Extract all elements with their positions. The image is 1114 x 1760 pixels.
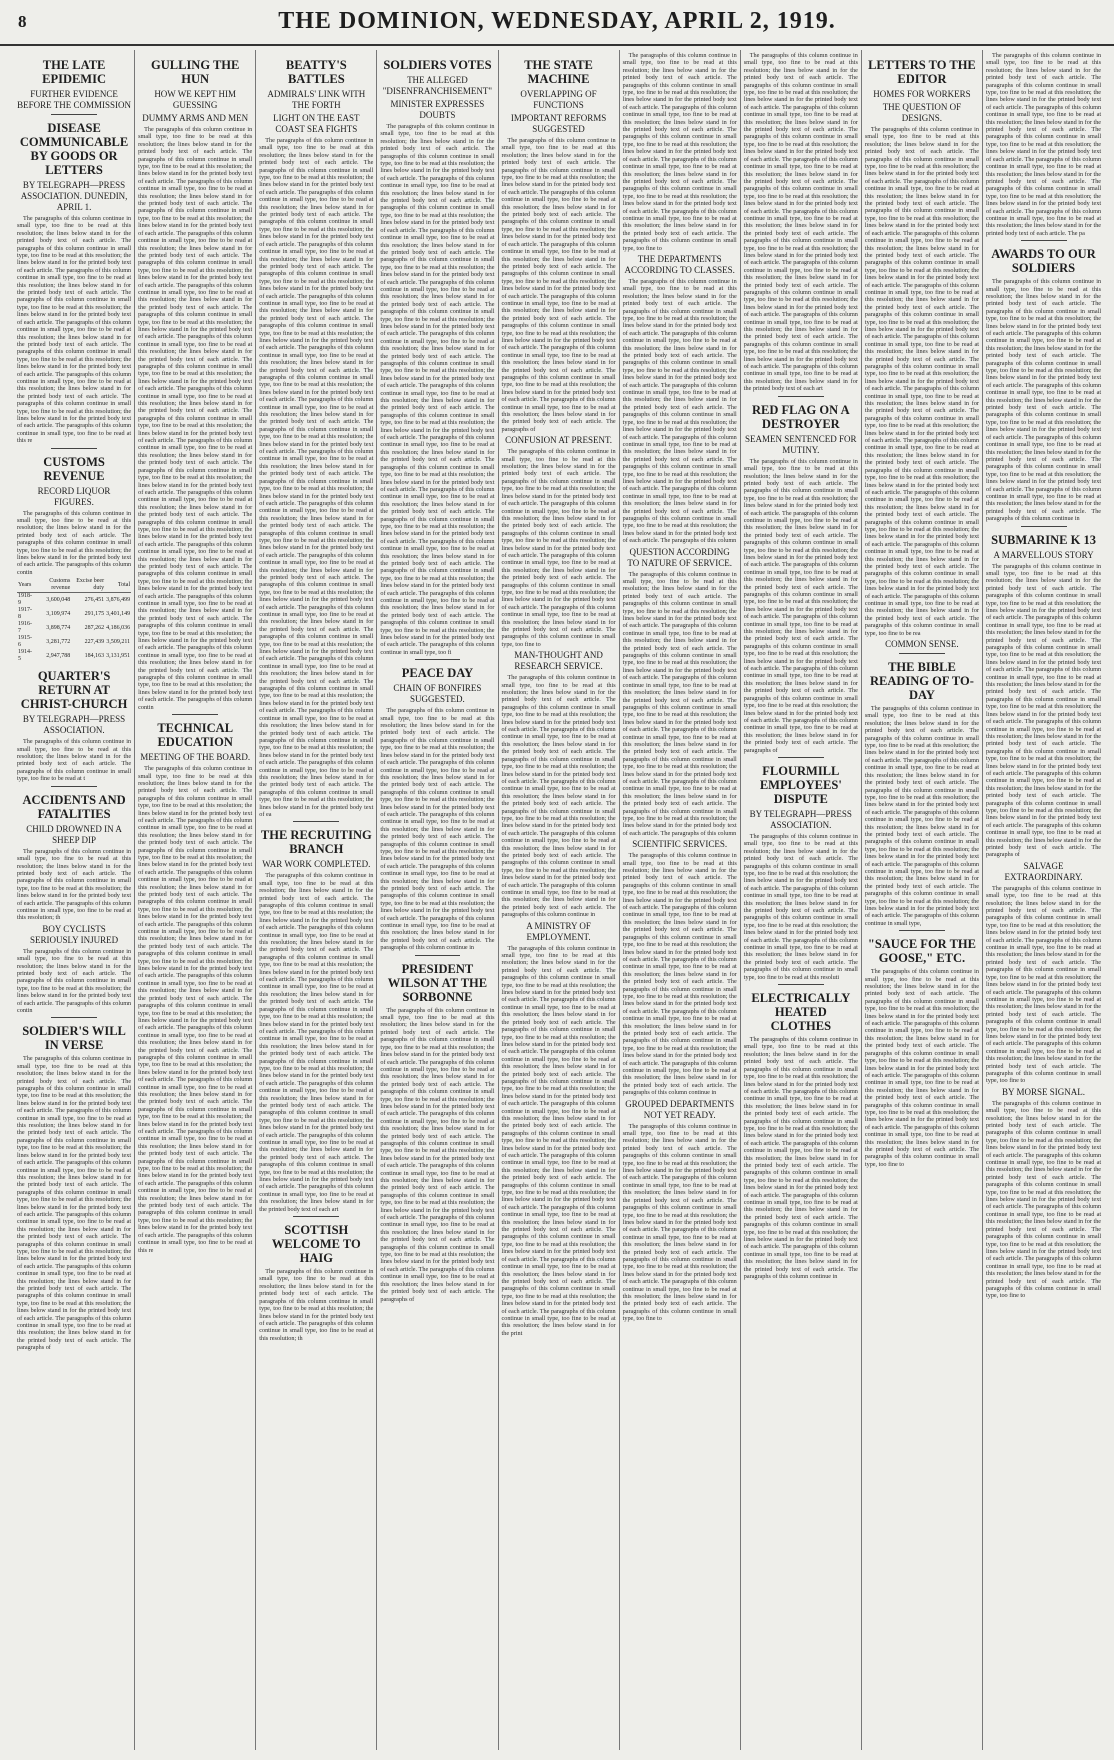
headline: QUARTER'S RETURN AT CHRIST-CHURCH — [20, 669, 128, 712]
table-cell: 4,186,036 — [106, 624, 131, 631]
column-4 — [377, 50, 498, 1750]
column-1 — [14, 50, 135, 1750]
body-text: The paragraphs of this column continue in small type, too fine to be read at this resolution; the lines below stand in for the printed body text of each article. The paragraphs of this column continue in small type, too fine to be read at this resolution; the lines below stand in for the printed body text of each article. The paragraphs of this column continue in small type, too fine to be read at this resolution; the lines below stand in for the printed body text of each article. The paragraphs of this column continue in small type, too fine to be read at this resolution; the lines below stand in for the printed body text of each article. The paragraphs of this column continue in small type, too fine to be read at this resolution; the lines below stand in for the printed body text of each article. The paragraphs of this column continue in small type, too fine to be read at this resolution; the lines below stand in for the printed body text of each article. The paragraphs of this column continue in small type, too fine to be read at this resolution; the lines below stand in for the printed body text of each article. The paragraphs of this column continue in small type, too fine to be read at this resolution; the lines below stand in for the printed body text of each article. The paragraphs of this column continue in small type, too fine to be read at this resolution; the lines below stand in for the printed body text of each article. The paragraphs of this column continue in — [986, 278, 1102, 523]
table-cell: 276,451 — [84, 596, 105, 603]
table-cell: 2,947,788 — [46, 652, 71, 659]
subheadline: A MINISTRY OF EMPLOYMENT. — [526, 920, 591, 942]
headline: SCOTTISH WELCOME TO HAIG — [271, 1223, 361, 1266]
subheadline: SALVAGE EXTRAORDINARY. — [1004, 860, 1083, 882]
subheadline: THE QUESTION OF DESIGNS. — [882, 102, 962, 123]
subheadline: SEAMEN SENTENCED FOR MUTINY. — [745, 433, 857, 455]
divider — [51, 448, 97, 449]
article-body — [865, 968, 979, 1168]
headline: ELECTRICALLY HEATED CLOTHES — [751, 991, 851, 1034]
subheadline: BY MORSE SIGNAL. — [1002, 1086, 1085, 1097]
article-body — [623, 278, 737, 545]
body-text: The paragraphs of this column continue in small type, too fine to be read at this resolution; the lines below stand in for the printed body text of each article. The paragraphs of this column continue in small type, too fine to be read at this resolution; the lines below stand in for the printed body text of each article. The paragraphs of this column continue in small type, too fine to be read at this resolution; the lines below stand in for the printed body text of each article. The paragraphs of this column continue in small type, too fine to be read at this resolution; the lines below stand in for the printed body text of each article. The paragraphs of this column continue in small type, too fine to be read at this resolution; the lines below stand in for the printed body text of each article. The paragraphs of this column continue in small type, too fine to be read at this resolution; the lines below stand in for the printed body text of each article. The paragraphs of this column continue in small type, too fine to be read at this resolution; the lines below stand in for the printed body text of each article. The paragraphs of this column continue in small type, too fine to be read at this resolution; the lines below stand in for the printed body text of each article. The paragraphs of this column continue in small type, too fine to be read at this resolution; the lines below stand in for the printed body text of each article. The paragraphs of this column continue in small type, too fine to be read at this resolution; the lines below stand in for the printed body text of each article. The paragraphs of this column continue in small type, too fine to be read at this resolution; the lines below stand in for the printed body text of each article. The paragraphs of this column continue in small type, too fine to be read at this resolution; the lines below stand in for the printed body text of each article. The paragraphs of this column continue in small type, too fine to be read at this resolution; the lines below stand in for the printed body text of each art — [259, 872, 374, 1213]
body-text: The paragraphs of this column continue in small type, too fine to be read at this resolution; the lines below stand in for the printed body text of each article. The paragraphs of this column continue in small type, too fine to be read at this resolution; the lines below stand in for the printed body text of each article. The paragraphs of this column continue in small type, too fine to be read at this resolution; the lines below stand in for the printed body text of each article. The paragraphs of this column continue in small type, too fine to be read at this resolution; the lines below stand in for the printed body text of each article. The paragraphs of this column continue in small type, too fine to be read at this resolution; the lines below stand in for the printed body text of each article. The paragraphs of this column continue in small type, too fine to be read at this resolution; the lines below stand in for the printed body text of each article. The paragraphs of this column continue in small type, too fine to be read at this resolution; the lines below stand in for the printed body text of each article. The paragraphs of this column continue in small type, too fine to be read at this resolution; the lines below stand in for the printed body text of each article. The paragraphs of this column continue in small type, too fine to be read at this resolution; the lines below stand in for the printed body text of each article. The paragraphs of this column continue in — [743, 1036, 858, 1281]
headline: THE BIBLE READING OF TO-DAY — [869, 660, 974, 703]
body-text: The paragraphs of this column continue in small type, too fine to be read at this resolution; the lines below stand in for the printed body text of each article. The paragraphs of this column continue in small type, too fine to be read at t — [17, 738, 132, 783]
column-3 — [256, 50, 377, 1750]
subheadline: MAN-THOUGHT AND RESEARCH SERVICE. — [514, 650, 603, 672]
column-8 — [862, 50, 983, 1750]
column-9 — [983, 50, 1104, 1750]
article-body — [380, 1007, 494, 1303]
body-text: The paragraphs of this column continue in small type, too fine to be read at this resolution; the lines below stand in for the printed body text of each article. The paragraphs of this column continue in small type, too fine to be read at this resolution; the lines below stand in for the printed body text of each article. The paragraphs of this column continue in small type, too fine to be read at this resolution; the lines below stand in for the printed body text of each article. The paragraphs of this column continue in small type, too fine to be read at this resolution; the lines below stand in for the printed body text of each article. The paragraphs of this column continue in small type, too fine to be read at this resolution; the lines below stand in for the printed body text of each article. The paragraphs of this column continue in small type, too fine to be read at this resoluti — [743, 832, 858, 981]
body-text: The paragraphs of this column continue in small type, too fine to be read at this resolution; the lines below stand in for the printed body text of each article. The paragraphs of this column continue in small type, too fine to be read at this resolution; the lines below stand in for the printed body text of each article. The paragraphs of this column continue in small type, too fine to be read at this resolution; the lines below stand in for the printed body text of each article. The paragraphs of this column continue in small type, too fine to be read at this resolution; the lines below stand in for the printed body text of each article. The paragraphs of this column continue in small type, too fine to be read at this resolution; the lines below stand in for the printed body text of each article. The paragraphs of this column continue in small type, too fine to be read at this resolution; the lines below stand in for the printed body text of each article. The paragraphs of this column continue in small type, too fine to be read at this resolution; the lines below stand in for the printed body text of each article. The paragraphs of this column continue in small type, too fine to — [986, 884, 1102, 1085]
table-cell: 184,163 — [84, 652, 105, 659]
body-text: The paragraphs of this column continue in small type, too fine to be read at this resolution; the lines below stand in for the printed body text of each article. The paragraphs of this column continue in small type, too fine to be read at this resolution; the lines below stand in for the printed body text of each article. The paragraphs of this column continue in small type, too fine to be read at this resolution; the lines below stand in for the printed body text of each article. The paragraphs of this column continue in small type, too fine to be read at this resolution; the lines below stand in for the printed body text of each article. The paragraphs of this column continue in small type, too fine to be read at this resolution; the lines below stand in for the printed body text of each article. The paragraphs of this column continue in small type, too fine to be read at this resolution; the lines below stand in for the printed body text of each article. The paragraphs of this column continue in small type, too fine to be read at this resolution; the lines below stand in for the printed body text of each article. The paragraphs of this column continue in small type, too fine to be read at this resolution; the lines below stand in for the printed body text of each article. The paragraphs of this column continue in small type, too fine to be read at this resolution; the lines below stand in for the printed body text of each article. The paragraphs of this column continue in — [622, 852, 737, 1097]
body-text: The paragraphs of this column continue in small type, too fine to be read at this resolution; the lines below stand in for the printed body text of each article. The paragraphs of this column continue in small type, too fine to be read at this resolution; the lines below stand in for the printed body text of each article. The paragraphs of this column continue in small type, too fine to be read at this resolution; the lines below stand in for the printed body text of each article. The paragraphs of this column continue in small type, too fine to be read at this resolution; the lines below stand in for the printed body text of each article. The paragraphs of this column continue in small type, too fine to be read at this resolution; the lines below stand in for the printed body text of each article. The paragraphs of this column continue in small type, too fine to be read at this resolution; the lines below stand in for the printed body text of each article. The paragraphs of this column continue in small type, too fine to be read at this resolution; the lines below stand in for the printed body text of each article. The paragraphs of this column continue in small type, too fine to be read at this resolution; the lines below stand in for the printed body text of each article. The paragraphs of this column continue in small type, too fine to be read at this resolution; the lines below stand in for the printed body text of each article. The paragraphs of this column continue in small type, too fine to be read at this resolution; the lines below stand in for the printed body text of each article. The paragraphs of this column — [622, 277, 737, 545]
article-body — [744, 833, 858, 981]
article-body — [502, 137, 616, 433]
table-row — [17, 621, 131, 635]
subheadline: LIGHT ON THE EAST COAST SEA FIGHTS — [273, 113, 360, 134]
article-body — [259, 1268, 373, 1342]
divider — [293, 821, 339, 822]
body-text: The paragraphs of this column continue in small type, too fine to be read at this resolution; the lines below stand in for the printed body text of each article. The paragraphs of this column continue in small type, too fine to be read at this resolution; the lines below stand in for the printed body text of each article. The paragraphs of this column continue in small type, too fine to be read at this resolution; the lines below stand in for the printed body text of each article. The paragraphs of this column continue in small type, too fine to be read at this resolution; the lines below stand in for the printed body text of each article. The paragraphs of this column continue in small type, too fine to be read at this resolution; the lines below stand in for the printed body text of each article. The paragraphs of this column continue in small type, too fine to be read at this resolution; the lines below stand in for the printed body text of each article. The paragraphs of this column continue in small type, too fine to be read at this resolution; the lines below stand in for the printed body text of each article. The paragraphs of this column continue in small type, too fine to be read at this resolution; the lines below stand in for the printed body text of each article. The paragraphs of this column continue in small type, too fine to be read at this resolution; the lines below stand in for the printed body text of each article. The paragraphs of this column continue in — [501, 674, 616, 919]
divider — [51, 114, 97, 115]
table-cell: 3,131,951 — [106, 652, 131, 659]
customs-revenue-table — [17, 578, 131, 663]
table-header: Total — [105, 578, 131, 593]
divider — [293, 1216, 339, 1217]
subheadline: MINISTER EXPRESSES DOUBTS — [390, 99, 485, 120]
body-text: The paragraphs of this column continue in small type, too fine to be read at this resolution; the lines below stand in for the printed body text of each article. The paragraphs of this column continue in small type, too fine to be read at this resolution; the lines below stand in for the printed body text of each article. The paragraphs of this column continue in small type, too fine to be read at this resolution; the lines below stand in for the printed body text of each article. The paragraphs of this column continue in small type, too fine to be read at this resolution; the lines below stand in for the printed body text of each article. The paragraphs of this column continue in small type, too fine to be read at this resolution; the lines below stand in for the printed body text of each article. The paragraphs of this column continue in small type, too fine to be read at this resolution; the lines below stand in for the printed body text of each article. The paragraphs of this column continue in small type, too fine to be read at this resolution; the lines below stand in for the printed body text of each article. The paragraphs of this column continue in small type, too fine to be read at this resolution; the lines below stand in for the printed body text of each article. The paragraphs of this column continue in small type, too fine to be read at this resolution; the lines below stand in for the printed body text of each article. The paragraphs of this column continue in small type, too fine to be read at this resolution; the lines below stand in for the printed body text of each article. The paragraphs of this column continue in small type, too fine to be read at this resolution; the lines below stand in for the printed body text of each article. The paragraphs of — [17, 1055, 132, 1352]
table-row — [17, 607, 131, 621]
article-body — [380, 707, 494, 951]
article-body — [259, 137, 373, 818]
body-text: The paragraphs of this column continue in small type, too fine to be read at this resolution; the lines below stand in for the printed body text of each article. The paragraphs of this column continue in small type, too fine to be read at this resolution; the lines below stand in for the printed body text of each article. The paragraphs of this column contin — [17, 947, 132, 1014]
table-cell: 1918-9 — [18, 593, 32, 607]
body-text: The paragraphs of this column continue in small type, too fine to be read at this resolution; the lines below stand in for the printed body text of each article. The paragraphs of this column continue in small type, too fine to be read at this resolution; the lines below stand in for the printed body text of each article. The paragraphs of this column continue in small type, too fine to be read at this resolution; the lines below stand in for the printed body text of each article. The paragraphs of this column continue in small type, too fine to be read at this resolution; the lines below stand in for the printed body text of each article. The paragraphs of this column continue in small type, too fine to be read at this resolution; the lines below stand in for the printed body text of each article. The paragraphs of this column continue in small type, too fine to be read at this resolution; the lines below stand in for the printed body text of each article. The paragraphs of this column continue in small type, too fine to be read at this resolution; the lines below stand in for the printed body text of each article. The paragraphs of this column continue in small type, too fine to be read at this resolution; the lines below stand in for the printed body text of each article. The paragraphs of this column continue in small type, too fine to be read at this resolution; the lines below stand in for the printed body text of each article. The paragraphs of this column continue in small type, too fine to be read at this resolution; the lines below stand in for the printed body text of each article. The paragraphs of this column continue in small type, too fine to be read at this resolution; the lines below stand in for the printed body text of each article. The paragraphs of — [743, 457, 858, 754]
subheadline: BOY CYCLISTS SERIOUSLY INJURED — [30, 923, 119, 945]
divider — [172, 714, 218, 715]
body-text: The paragraphs of this column continue in small type, too fine to be read at this resolution; the lines below stand in for the printed body text of each article. The paragraphs of this column continue in small type, too fine to be read at this resolution; the lines below stand in for the printed body text of each article. The paragraphs of this column continue in small type, too fine to be read at this resolution; the lines below stand in for the printed body text of each article. The paragraphs of this column continue in small type, too fine to be read at this resolution; the lines below stand in for the printed body text of each article. The paragraphs of this column continue in small type, too fine to be read at this resolution; the lines below stand in for the printed body text of each article. The paragraphs of this column continue in small type, too fine to be read at this resolution; the lines below stand in for the printed body text of each article. The paragraphs of this column continue in small type, too fine to be read at this resolution; the lines below stand in for the printed body text of each article. The paragraphs of this column continue in small type, too fine to be read at this resolution; the lines below stand in for the printed body text of each article. The paragraphs of this column continue in small type, too fine to be read at this resolution; the lines below stand in for the printed body text of each article. The paragraphs of this column continue in small type, too fine to be read at this resolution; the lines below stand in for the printed body text of each article. The paragraphs of this column continue in small type, too fine to be read at this resolution; the lines below stand in for the printed body text of each article. The paragraphs of this column continue in small type, too fine to be read at this resolution; the lines below stand in for the printed body text of each article. The paragraphs of this column continue in small type, too fine to be read at this resolution; the lines below stand in for the printed body text of each article. The paragraphs of this column continue in small type, too fine to be read at this resolution; the lines below stand in for the printed body text of each article. The paragraphs of this column continue in small type, too fine to be read at this resolution; the lines below stand in for the printed body text of each article. The paragraphs of this column continue in small type, too fine to be read at this resolution; the lines below stand in for the printed body text of each article. The paragraphs of this column continue in small type, too fine to be read at this resolution; the lines below stand in for the printed body text of each article. The paragraphs of this column continue in small type, too fine to be read at this resolution; the lines below stand in for the printed body text of each article. The paragraphs of this column continue in small type, too fine to be read at this resolution; the lines below stand in for the printed body text of each article. The paragraphs of this column continue in small type, too fine to be rea — [864, 126, 979, 637]
table-row — [17, 593, 131, 608]
body-text: The paragraphs of this column continue in small type, too fine to be read at this resolution; the lines below stand in for the printed body text of each article. The paragraphs of this column continue in small type, too fine to be read at this resolution; the lines below stand in for the printed body text of each article. The paragraphs of this column continue in small type, too fine to be read at this resolution; the lines below stand in for the printed body text of each article. The paragraphs of this column continue in small type, too fine to be read at this resolution; the lines below stand in for the printed body text of each article. The paragraphs of this column continue in small type, too fine to be read at this resolution; the lines below stand in for the printed body text of each article. The paragraphs of this column continue in small type, too fine to be read at this resolution; the lines below stand in for the printed body text of each article. The paragraphs of this column continue in small type, too fine to be read at this resolution; the lines below stand in for the printed body text of each article. The paragraphs of this column continue in small type, too fine to be read at this resolution; the lines below stand in for the printed body text of each article. The paragraphs of this column continue in small type, too fine to be read at this resolution; the lines below stand in for the printed body text of each article. The paragraphs of this column continue in small type, too fine to be read at this resolution; the lines below stand in for the printed body text of each article. The paragraphs of this column continue in small type, too fine to be read at this resolution; the lines below stand in for the printed body text of each article. The paragraphs of this column continue in small type, too fine to be read at this resolution; the lines below stand in for the printed body text of each article. The paragraphs of this column continue in small type, too fine to be read at this resolution; the lines below stand in for the printed body text of each art — [743, 52, 858, 393]
subheadline: BY TELEGRAPH—PRESS ASSOCIATION. DUNEDIN, APRIL 1. — [20, 180, 128, 212]
subheadline: A MARVELLOUS STORY — [993, 549, 1094, 560]
table-cell: 287,262 — [84, 624, 105, 631]
column-5 — [499, 50, 620, 1750]
column-7 — [741, 50, 862, 1750]
divider — [899, 930, 945, 931]
body-text: The paragraphs of this column continue in small type, too fine to be read at this resolution; the lines below stand in for the printed body text of each article. The paragraphs of this column continue in small type, too fine to be read at this resolution; the lines below stand in for the printed body text of each article. The paragraphs of this column continue in small type, too fine to be read at this resolution; the lines below stand in for the printed body text of each article. The paragraphs of this column continue in small type, too fine to be read at this resolution; the lines below stand in for the printed body text of each article. The paragraphs of this column continue in small type, too fine to be read at this resolution; the lines below stand in for the printed body text of each article. The paragraphs of this column continue in small type, too fine to be read at this resolution; the lines below stand in for the printed body text of each article. The paragraphs of this column continue in small type, too fine to be read at this resolution; the lines below stand in for the printed body text of each article. The paragraphs of this column continue in small type, too fine to — [986, 1099, 1102, 1300]
headline: DISEASE COMMUNICABLE BY GOODS OR LETTERS — [19, 121, 129, 177]
article-body — [138, 126, 252, 711]
subheadline: BY TELEGRAPH—PRESS ASSOCIATION. — [22, 714, 126, 736]
headline: SOLDIER'S WILL IN VERSE — [22, 1024, 126, 1053]
table-cell: 3,281,772 — [46, 638, 71, 645]
table-cell: 1916-7 — [18, 621, 32, 635]
subheadline: HOW WE KEPT HIM GUESSING — [154, 89, 237, 110]
article-body — [865, 126, 979, 637]
body-text: The paragraphs of this column continue in small type, too fine to be read at this resolution; the lines below stand in for the printed body text of each article. The paragraphs of this column continue in small type, too fine to be read at this resolution; the lines below stand in for the printed body text of each article. The paragraphs of this column contin — [17, 509, 132, 576]
article-body — [986, 52, 1101, 237]
headline: BEATTY'S BATTLES — [285, 58, 347, 86]
subheadline: OVERLAPPING OF FUNCTIONS — [520, 89, 597, 110]
subheadline: CHILD DROWNED IN A SHEEP DIP — [26, 823, 122, 845]
subheadline: THE DEPARTMENTS ACCORDING TO CLASSES. — [624, 253, 735, 275]
body-text: The paragraphs of this column continue in small type, too fine to be read at this resolution; the lines below stand in for the printed body text of each article. The paragraphs of this column continue in small type, too fine to be read at this resolution; the lines below stand in for the printed body text of each article. The paragraphs of this column continue in small type, too fine to be read at this resolution; th — [259, 1268, 374, 1342]
article-body — [744, 52, 858, 393]
table-cell: 227,439 — [84, 638, 105, 645]
headline: CUSTOMS REVENUE — [43, 454, 105, 483]
article-body — [986, 563, 1101, 859]
column-2 — [135, 50, 256, 1750]
body-text: The paragraphs of this column continue in small type, too fine to be read at this resolution; the lines below stand in for the printed body text of each article. The paragraphs of this column continue in small type, too fine to be read at this resolution; the lines below stand in for the printed body text of each article. The paragraphs of this column continue in small type, too fine to be read at this resolution; the lines below stand in for the printed body text of each article. The paragraphs of this column continue in small type, too fine to be read at this resolution; the lines below stand in for the printed body text of each article. The paragraphs of this column continue in small type, too fine to be read at this resolution; the lines below stand in for the printed body text of each article. The paragraphs of this column continue in small type, too fine to be read at this resolution; the lines below stand in for the printed body text of each article. The paragraphs of this column continue in small type, too fine to be read at this resolution; the lines below stand in for the printed body text of each article. The paragraphs of this column continue in small type, too fine to be read at this resolution; the lines below stand in for the printed body text of each article. The paragraphs of this column continue in small type, too fine to be read at this re — [17, 215, 132, 445]
table-header: Customs revenue — [35, 578, 72, 593]
column-6 — [620, 50, 741, 1750]
article-body — [986, 278, 1101, 522]
article-body — [259, 872, 373, 1213]
body-text: The paragraphs of this column continue in small type, too fine to be read at this resolution; the lines below stand in for the printed body text of each article. The paragraphs of this column continue in small type, too fine to be read at this resolution; the lines below stand in for the printed body text of each article. The paragraphs of this column continue in small type, too fine to be read at this resolution; the lines below stand in for the printed body text of each article. The paragraphs of this column continue in small type, too fine to be read at this resolution; the lines below stand in for the printed body text of each article. The paragraphs of this column continue in small type, too fine to be read at this resolution; the lines below stand in for the printed body text of each article. The paragraphs of this column continue in small type, too fine to be read at this resolution; the lines below stand in for the printed body text of each article. The paragraphs of this column continue in small type, too fine to be read at this resolution; the lines below stand in for the printed body text of each article. The paragraphs of this column continue in small type, too fine to be read at this resolution; the lines below stand in for the printed body text of each article. The paragraphs of this column continue in small type, too fine to be read at this resolution; the lines below stand in for the printed body text of each article. The paragraphs of this column continue in small type, too fine to be read at this resolution; the lines below stand in for the printed body text of each article. The paragraphs of this column continue in small type, too fine to be read at this resolution; the lines below stand in for the printed body text of each article. The paragraphs of — [986, 562, 1102, 859]
table-header: Excise beer duty — [71, 578, 105, 593]
page-number: 8 — [18, 12, 27, 31]
body-text: The paragraphs of this column continue in small type, too fine to be read at this resolution; the lines below stand in for the printed body text of each article. The paragraphs of this column continue in small type, too fine to be read at this resolution; the lines below stand in for the printed body text of each article. The paragraphs of this column continue in small type, too fine to be read at this resolution; the lines below stand in for the printed body text of each article. The paragraphs of this column continue in small type, too fine to be read at this resolution; the lines below stand in for the printed body text of each article. The paragraphs of this column continue in small type, too fine to be read at this resolution; the lines below stand in for the printed body text of each article. The paragraphs of this column continue in small type, too fine to be read at this resolution; the lines below stand in for the printed body text of each article. The paragraphs of this column continue in small type, too fine to be read at this resolution; the lines below stand in for the printed body text of each article. The paragraphs of this column continue in small type, too fine to be read at this resolution; the lines below stand in for the printed body text of each article. The paragraphs of this column continue in small type, — [864, 705, 979, 927]
subheadline: THE ALLEGED "DISENFRANCHISEMENT" — [382, 75, 493, 96]
article-body — [380, 123, 494, 656]
divider — [415, 955, 461, 956]
divider — [415, 659, 461, 660]
table-row — [17, 649, 131, 663]
subheadline: CHAIN OF BONFIRES SUGGESTED. — [393, 683, 482, 705]
body-text: The paragraphs of this column continue in small type, too fine to be read at this resolution; the lines below stand in for the printed body text of each article. The paragraphs of this column continue in small type, too fine to be read at this resolution; the lines below stand in for the printed body text of each article. The paragraphs of this column continue in small type, too fine to be read at this resolution; the lines below stand in for the printed body text of each article. The paragraphs of this column continue in small type, too fine to be read at this resolution; the lines below stand in for the printed body text of each article. The paragraphs of this column continue in small type, too fine to be read at this resolution; the lines below stand in for the printed body text of each article. The paragraphs of this column continue in small type, too fine to be read at this resolution; the lines below stand in for the printed body text of each article. The paragraphs of this column continue in small type, too fine to be read at this resolution; the lines below stand in for the printed body text of each article. The paragraphs of this column continue in small type, too fine to be read at this resolution; the lines below stand in for the printed body text of each article. The paragraphs of this column continue in small type, too fine to be read at this resolution; the lines below stand in for the printed body text of each article. The paragraphs of this column continue in small type, too fine to be read at this resolution; the lines below stand in for the printed body text of each article. The paragraphs of this column — [622, 570, 737, 837]
headline: SUBMARINE K 13 — [991, 532, 1096, 547]
article-body — [17, 215, 131, 445]
headline: "SAUCE FOR THE GOOSE," ETC. — [867, 937, 976, 966]
article-body — [138, 765, 252, 1254]
article-body — [502, 448, 616, 648]
subheadline: CONFUSION AT PRESENT. — [505, 435, 613, 446]
article-body — [623, 52, 737, 252]
subheadline: FURTHER EVIDENCE BEFORE THE COMMISSION — [17, 89, 131, 110]
divider — [778, 984, 824, 985]
table-cell: 3,509,211 — [106, 638, 131, 645]
body-text: The paragraphs of this column continue in small type, too fine to be read at this resolution; the lines below stand in for the printed body text of each article. The paragraphs of this column continue in small type, too fine to be read at this resolution; the lines below stand in for the printed body text of each article. The paragraphs of this column continue in small type, too fine to be read at this resolution; the lines below stand in for the printed body text of each article. The paragraphs of this column continue in small type, too fine to be read at this resolution; the lines below stand in for the printed body text of each article. The paragraphs of this column continue in small type, too fine to be read at this resolution; the lines below stand in for the printed body text of each article. The paragraphs of this column continue in small type, too fine to be read at this resolution; the lines below stand in for the printed body text of each article. The paragraphs of this column continue in small type, too fine to be read at this resolution; the lines below stand in for the printed body text of each article. The paragraphs of this column continue in small type, too fine to be read at this resolution; the lines below stand in for the printed body text of each article. The paragraphs of this column continue in small type, too fine to be read at this resolution; the lines below stand in for the printed body text of each article. The paragraphs of this column continue in — [380, 707, 495, 952]
headline: PEACE DAY — [401, 666, 474, 681]
subheadline: QUESTION ACCORDING TO NATURE OF SERVICE. — [627, 546, 732, 568]
article-body — [17, 1055, 131, 1351]
body-text: The paragraphs of this column continue in small type, too fine to be read at this resolution; the lines below stand in for the printed body text of each article. The paragraphs of this column continue in small type, too fine to be read at this resolution; the lines below stand in for the printed body text of each article. The paragraphs of this column continue in small type, too fine to be read at this resolution; the lines below stand in for the printed body text of each article. The paragraphs of this column continue in small type, too fine to be read at this resolution; the lines below stand in for the printed body text of each article. The paragraphs of this column continue in small type, too fine to be read at this resolution; the lines below stand in for the printed body text of each article. The paragraphs of this column continue in small type, too fine to be read at this resolution; the lines below stand in for the printed body text of each article. The paragraphs of this column continue in small type, too fine to be read at this resolution; the lines below stand in for the printed body text of each article. The paragraphs of this column continue in small type, too fine to be read at this resolution; the lines below stand in for the printed body text of each article. The paragraphs of this column continue in small type, too fine to be read at this resolution; the lines below stand in for the printed body text of each article. The paragraphs of this column continue in small type, too fine to be read at this resolution; the lines below stand in for the printed body text of each article. The paragraphs of this column continue in small type, too fine to be read at this resolution; the lines below stand in for the printed body text of each article. The paragraphs of — [501, 137, 616, 433]
body-text: The paragraphs of this column continue in small type, too fine to be read at this resolution; the lines below stand in for the printed body text of each article. The paragraphs of this column continue in small type, too fine to be read at this resolution; the lines below stand in for the printed body text of each article. The paragraphs of this column continue in small type, too fine to be read at this resolution; the lines below stand in for the printed body text of each article. The paragraphs of this column continue in small type, too fine to be read at this resolution; the lines below stand in for the printed body text of each article. The paragraphs of this column continue in small type, too fine to be read at this resolution; the lines below stand in for the printed body text of each article. The paragraphs of this column continue in small type, too fine to be read at this resolution; the lines below stand in for the printed body text of each article. The paragraphs of this column continue in small type, too fine to be read at this resolution; the lines below stand in for the printed body text of each article. The paragraphs of this column continue in small type, too fine to — [501, 448, 616, 648]
table-cell: 291,175 — [84, 610, 105, 617]
article-body — [865, 705, 979, 927]
divider — [51, 1017, 97, 1018]
headline: PRESIDENT WILSON AT THE SORBONNE — [387, 961, 488, 1004]
article-body — [17, 848, 131, 922]
body-text: The paragraphs of this column continue in small type, too fine to be read at this resolution; the lines below stand in for the printed body text of each article. The paragraphs of this column continue in small type, too fine to be read at this resolution; the lines below stand in for the printed body text of each article. The paragraphs of this column continue in small type, too fine to be read at this resolution; the lines below stand in for the printed body text of each article. The paragraphs of this column continue in small type, too fine to be read at this resolution; the lines below stand in for the printed body text of each article. The paragraphs of this column continue in small type, too fine to be read at this resolution; the lines below stand in for the printed body text of each article. The paragraphs of this column continue in small type, too fine to be read at this resolution; the lines below stand in for the printed body text of each article. The paragraphs of this column continue in small type, too fine to be read at this resolution; the lines below stand in for the printed body text of each article. The paragraphs of this column continue in small type, too fine to be read at this resolution; the lines below stand in for the printed body text of each article. The paragraphs of this column continue in small type, too fine to be read at this resolution; the lines below stand in for the printed body text of each article. The paragraphs of this column continue in small type, too fine to be read at this resolution; the lines below stand in for the printed body text of each article. The paragraphs of this column continue in small type, too fine to be read at this resolution; the lines below stand in for the printed body text of each article. The paragraphs of this column continue in small type, too fine to be read at this resolution; the lines below stand in for the printed body text of each article. The paragraphs of this column continue in small type, too fine to be read at this resolution; the lines below stand in for the printed body text of each article. The paragraphs of this column continue in small type, too fine to be read at this resolution; the lines below stand in for the printed body text of each article. The paragraphs of this column continue in small type, too fine to be read at this resolution; the lines below stand in for the print — [501, 944, 616, 1337]
article-body — [623, 852, 737, 1096]
subheadline: IMPORTANT REFORMS SUGGESTED — [510, 113, 607, 134]
article-body — [17, 510, 131, 577]
subheadline: RECORD LIQUOR FIGURES. — [37, 485, 111, 507]
table-cell: 3,600,048 — [46, 596, 71, 603]
table-cell: 1914-5 — [18, 649, 32, 663]
headline: THE LATE EPIDEMIC — [42, 58, 107, 86]
body-text: The paragraphs of this column continue in small type, too fine to be read at this resolution; the lines below stand in for the printed body text of each article. The paragraphs of this column continue in small type, too fine to be read at this resolution; the lines below stand in for the printed body text of each article. The paragraphs of this column continue in small type, too fine to be read at this resolution; the lines below stand in for the printed body text of each article. The paragraphs of this column continue in small type, too fine to be read at this resolution; the lines below stand in for the printed body text of each article. The paragraphs of this column continue in small type, too fine to be read at this resolution; the lines below stand in for the printed body text of each article. The paragraphs of this column continue in small type, too fine to be read at this resolution; the lines below stand in for the printed body text of each article. The paragraphs of this column continue in small type, too fine to be read at this resolution; the lines below stand in for the printed body text of each article. The paragraphs of this column continue in small type, too fine to be read at this resolution; the lines below stand in for the printed body text of each article. The paragraphs of this column continue in small type, too fine to be read at this resolution; the lines below stand in for the printed body text of each article. The paragraphs of this column continue in small type, too fine to be read at this resolution; the lines below stand in for the printed body text of each article. The paragraphs of this column continue in small type, too fine to be read at this resolution; the lines below stand in for the printed body text of each article. The paragraphs of this column continue in small type, too fine to be read at this resolution; the lines below stand in for the printed body text of each article. The paragraphs of this column continue in small type, too fine to be read at this resolution; the lines below stand in for the printed body text of each article. The paragraphs of this column continue in small type, too fine to be read at this resolution; the lines below stand in for the printed body text of each article. The paragraphs of this column continue in small type, too fine to be read at this resolution; the lines below stand in for the printed body text of each article. The paragraphs of this column continue in small type, too fine to be read at this resolution; the lines below stand in for the printed body text of each article. The paragraphs of this column continue in small type, too fine to be read at this resolution; the lines below stand in for the printed body text of each article. The paragraphs of this column continue in small type, too fine to be read at this resolution; the lines below stand in for the printed body text of each article. The paragraphs of this column continue in small type, too fine to be read at this resolution; the lines below stand in for the printed body text of each article. The paragraphs of this column continue in small type, too fine to be read at this resolution; the lines below stand in for the printed body text of each article. The paragraphs of this column continue in small type, too fine to be read at this resolution; the lines below stand in for the printed body text of each article. The paragraphs of this column continue in small type, too fine to be read at this resolution; the lines below stand in for the printed body text of each article. The paragraphs of this column contin — [138, 126, 253, 711]
article-body — [986, 1100, 1101, 1300]
body-text: The paragraphs of this column continue in small type, too fine to be read at this resolution; the lines below stand in for the printed body text of each article. The paragraphs of this column continue in small type, too fine to be read at this resolution; the lines below stand in for the printed body text of each article. The paragraphs of this column continue in small type, too fine to be read at this resolution; the lines below stand in for the printed body text of each article. The paragraphs of this column continue in small type, too fine to be read at this resolution; the lines below stand in for the printed body text of each article. The paragraphs of this column continue in small type, too fine to be read at this resolution; the lines below stand in for the printed body text of each article. The paragraphs of this column continue in small type, too fine to be read at this resolution; the lines below stand in for the printed body text of each article. The paragraphs of this column continue in small type, too fine to be read at this resolution; the lines below stand in for the printed body text of each article. The pa — [986, 52, 1102, 237]
table-header: Years — [17, 578, 35, 593]
headline: GULLING THE HUN — [151, 58, 240, 86]
headline: THE STATE MACHINE — [524, 58, 593, 86]
headline: THE RECRUITING BRANCH — [260, 828, 372, 857]
headline: AWARDS TO OUR SOLDIERS — [991, 247, 1096, 276]
article-body — [744, 458, 858, 754]
article-body — [744, 1036, 858, 1280]
subheadline: MEETING OF THE BOARD. — [140, 752, 251, 763]
table-cell: 3,898,774 — [46, 624, 71, 631]
headline: LETTERS TO THE EDITOR — [868, 58, 976, 86]
subheadline: WAR WORK COMPLETED. — [262, 859, 371, 870]
divider — [1021, 240, 1067, 241]
divider — [51, 786, 97, 787]
table-cell: 1915-6 — [18, 635, 32, 649]
headline: TECHNICAL EDUCATION — [157, 721, 234, 750]
body-text: The paragraphs of this column continue in small type, too fine to be read at this resolution; the lines below stand in for the printed body text of each article. The paragraphs of this column continue in small type, too fine to be read at this resolution; the lines below stand in for the printed body text of each article. The paragraphs of this column continue in small type, too fine to be read at this resolution; the lines below stand in for the printed body text of each article. The paragraphs of this column continue in small type, too fine to be read at this resolution; the lines below stand in for the printed body text of each article. The paragraphs of this column continue in small type, too fine to be read at this resolution; the lines below stand in for the printed body text of each article. The paragraphs of this column continue in small type, too fine to be read at this resolution; the lines below stand in for the printed body text of each article. The paragraphs of this column continue in small type, too fine to be read at this resolution; the lines below stand in for the printed body text of each article. The paragraphs of this column continue in small type, too fine to — [622, 52, 737, 252]
article-body — [17, 738, 131, 782]
subheadline: DUMMY ARMS AND MEN — [142, 113, 249, 123]
table-cell: 3,401,149 — [106, 610, 131, 617]
headline: SOLDIERS VOTES — [383, 58, 492, 72]
headline: FLOURMILL EMPLOYEES' DISPUTE — [759, 763, 842, 806]
newspaper-columns — [14, 50, 1104, 1750]
divider — [899, 653, 945, 654]
table-row — [17, 635, 131, 649]
subheadline: HOMES FOR WORKERS — [873, 89, 971, 99]
subheadline: GROUPED DEPARTMENTS NOT YET READY. — [625, 1098, 735, 1120]
article-body — [623, 1123, 737, 1323]
article-body — [17, 948, 131, 1015]
masthead — [0, 0, 1114, 46]
body-text: The paragraphs of this column continue in small type, too fine to be read at this resolution; the lines below stand in for the printed body text of each article. The paragraphs of this column continue in small type, too fine to be read at this resolution; the lines below stand in for the printed body text of each article. The paragraphs of this column continue in small type, too fine to be read at this resolution; the lines below stand in for the printed body text of each article. The paragraphs of this column continue in small type, too fine to be read at this resolution; the lines below stand in for the printed body text of each article. The paragraphs of this column continue in small type, too fine to be read at this resolution; the lines below stand in for the printed body text of each article. The paragraphs of this column continue in small type, too fine to be read at this resolution; the lines below stand in for the printed body text of each article. The paragraphs of this column continue in small type, too fine to be read at this resolution; the lines below stand in for the printed body text of each article. The paragraphs of this column continue in small type, too fine to — [864, 968, 979, 1168]
subheadline: BY TELEGRAPH—PRESS ASSOCIATION. — [749, 808, 852, 830]
divider — [778, 396, 824, 397]
article-body — [502, 945, 616, 1338]
body-text: The paragraphs of this column continue in small type, too fine to be read at this resolution; the lines below stand in for the printed body text of each article. The paragraphs of this column continue in small type, too fine to be read at this resolution; the lines below stand in for the printed body text of each article. The paragraphs of this column continue in small type, too fine to be read at this resolution; the lines below stand in for the printed body text of each article. The paragraphs of this column continue in small type, too fine to be read at this resolution; the lines below stand in for the printed body text of each article. The paragraphs of this column continue in small type, too fine to be read at this resolution; the lines below stand in for the printed body text of each article. The paragraphs of this column continue in small type, too fine to be read at this resolution; the lines below stand in for the printed body text of each article. The paragraphs of this column continue in small type, too fine to be read at this resolution; the lines below stand in for the printed body text of each article. The paragraphs of this column continue in small type, too fine to — [622, 1122, 737, 1323]
body-text: The paragraphs of this column continue in small type, too fine to be read at this resolution; the lines below stand in for the printed body text of each article. The paragraphs of this column continue in small type, too fine to be read at this resolution; the lines below stand in for the printed body text of each article. The paragraphs of this column continue in small type, too fine to be read at this resolution; the lines below stand in for the printed body text of each article. The paragraphs of this column continue in small type, too fine to be read at this resolution; the lines below stand in for the printed body text of each article. The paragraphs of this column continue in small type, too fine to be read at this resolution; the lines below stand in for the printed body text of each article. The paragraphs of this column continue in small type, too fine to be read at this resolution; the lines below stand in for the printed body text of each article. The paragraphs of this column continue in small type, too fine to be read at this resolution; the lines below stand in for the printed body text of each article. The paragraphs of this column continue in small type, too fine to be read at this resolution; the lines below stand in for the printed body text of each article. The paragraphs of this column continue in small type, too fine to be read at this resolution; the lines below stand in for the printed body text of each article. The paragraphs of this column continue in small type, too fine to be read at this resolution; the lines below stand in for the printed body text of each article. The paragraphs of this column continue in small type, too fine to be read at this resolution; the lines below stand in for the printed body text of each article. The paragraphs of this column continue in small type, too fine to be read at this resolution; the lines below stand in for the printed body text of each article. The paragraphs of this column continue in small type, too fine to be read at this resolution; the lines below stand in for the printed body text of each article. The paragraphs of this column continue in small type, too fine to be read at this resolution; the lines below stand in for the printed body text of each article. The paragraphs of this column continue in small type, too fine to be read at this resolution; the lines below stand in for the printed body text of each article. The paragraphs of this column continue in small type, too fine to be read at this resolution; the lines below stand in for the printed body text of each article. The paragraphs of this column continue in small type, too fine to be read at this resolution; the lines below stand in for the printed body text of each article. The paragraphs of this column continue in small type, too fine to be read at this resolution; the lines below stand in for the printed body text of each article. The paragraphs of this column continue in small type, too fine to be read at this resolution; the lines below stand in for the printed body text of each article. The paragraphs of this column continue in small type, too fine to be read at this resolution; the lines below stand in for the printed body text of each article. The paragraphs of this column continue in small type, too fine to be read at this resolution; the lines below stand in for the printed body text of each article. The paragraphs of this column continue in small type, too fine to be read at this resolution; the lines below stand in for the printed body text of each article. The paragraphs of this column continue in small type, too fine to be read at this resolution; the lines below stand in for the printed body text of each article. The paragraphs of this column continue in small type, too fine to be read at this resolution; the lines below stand in for the printed body text of each article. The paragraphs of this column continue in small type, too fine to be read at this resolution; the lines below stand in for the printed body text of each article. The paragraphs of this column continue in small type, too fine to be read at this resolution; the lines below stand in for the printed body text of ea — [259, 137, 374, 818]
body-text: The paragraphs of this column continue in small type, too fine to be read at this resolution; the lines below stand in for the printed body text of each article. The paragraphs of this column continue in small type, too fine to be read at this resolution; the lines below stand in for the printed body text of each article. The paragraphs of this column continue in small type, too fine to be read at this resolution; the lines below stand in for the printed body text of each article. The paragraphs of this column continue in small type, too fine to be read at this resolution; the lines below stand in for the printed body text of each article. The paragraphs of this column continue in small type, too fine to be read at this resolution; the lines below stand in for the printed body text of each article. The paragraphs of this column continue in small type, too fine to be read at this resolution; the lines below stand in for the printed body text of each article. The paragraphs of this column continue in small type, too fine to be read at this resolution; the lines below stand in for the printed body text of each article. The paragraphs of this column continue in small type, too fine to be read at this resolution; the lines below stand in for the printed body text of each article. The paragraphs of this column continue in small type, too fine to be read at this resolution; the lines below stand in for the printed body text of each article. The paragraphs of this column continue in small type, too fine to be read at this resolution; the lines below stand in for the printed body text of each article. The paragraphs of this column continue in small type, too fine to be read at this resolution; the lines below stand in for the printed body text of each article. The paragraphs of — [380, 1006, 495, 1303]
table-cell: 3,109,974 — [46, 610, 71, 617]
newspaper-title: THE DOMINION, WEDNESDAY, APRIL 2, 1919. — [278, 8, 836, 34]
headline: ACCIDENTS AND FATALITIES — [22, 792, 126, 821]
article-body — [986, 885, 1101, 1085]
divider — [1021, 526, 1067, 527]
body-text: The paragraphs of this column continue in small type, too fine to be read at this resolution; the lines below stand in for the printed body text of each article. The paragraphs of this column continue in small type, too fine to be read at this resolution; the lines below stand in for the printed body text of each article. The paragraphs of this column continue in small type, too fine to be read at this resolution; the lines below stand in for the printed body text of each article. The paragraphs of this column continue in small type, too fine to be read at this resolution; the lines below stand in for the printed body text of each article. The paragraphs of this column continue in small type, too fine to be read at this resolution; the lines below stand in for the printed body text of each article. The paragraphs of this column continue in small type, too fine to be read at this resolution; the lines below stand in for the printed body text of each article. The paragraphs of this column continue in small type, too fine to be read at this resolution; the lines below stand in for the printed body text of each article. The paragraphs of this column continue in small type, too fine to be read at this resolution; the lines below stand in for the printed body text of each article. The paragraphs of this column continue in small type, too fine to be read at this resolution; the lines below stand in for the printed body text of each article. The paragraphs of this column continue in small type, too fine to be read at this resolution; the lines below stand in for the printed body text of each article. The paragraphs of this column continue in small type, too fine to be read at this resolution; the lines below stand in for the printed body text of each article. The paragraphs of this column continue in small type, too fine to be read at this resolution; the lines below stand in for the printed body text of each article. The paragraphs of this column continue in small type, too fine to be read at this resolution; the lines below stand in for the printed body text of each article. The paragraphs of this column continue in small type, too fine to be read at this resolution; the lines below stand in for the printed body text of each article. The paragraphs of this column continue in small type, too fine to be read at this resolution; the lines below stand in for the printed body text of each article. The paragraphs of this column continue in small type, too fine to be read at this resolution; the lines below stand in for the printed body text of each article. The paragraphs of this column continue in small type, too fine to be read at this resolution; the lines below stand in for the printed body text of each article. The paragraphs of this column continue in small type, too fine to be read at this resolution; the lines below stand in for the printed body text of each article. The paragraphs of this column continue in small type, too fine to be read at this resolution; the lines below stand in for the printed body text of each article. The paragraphs of this column continue in small type, too fine to be read at this resolution; the lines below stand in for the printed body text of each article. The paragraphs of this column continue in small type, too fi — [380, 123, 495, 656]
body-text: The paragraphs of this column continue in small type, too fine to be read at this resolution; the lines below stand in for the printed body text of each article. The paragraphs of this column continue in small type, too fine to be read at this resolution; the lines below stand in for the printed body text of each article. The paragraphs of this column continue in small type, too fine to be read at this resolution; th — [17, 847, 132, 922]
subheadline: COMMON SENSE. — [885, 639, 959, 650]
table-cell: 3,876,499 — [106, 596, 131, 603]
article-body — [623, 571, 737, 838]
headline: RED FLAG ON A DESTROYER — [752, 402, 850, 431]
divider — [778, 757, 824, 758]
table-cell: 1917-8 — [18, 607, 32, 621]
subheadline: ADMIRALS' LINK WITH THE FORTH — [267, 89, 366, 110]
subheadline: SCIENTIFIC SERVICES. — [632, 839, 728, 850]
article-body — [502, 674, 616, 918]
body-text: The paragraphs of this column continue in small type, too fine to be read at this resolution; the lines below stand in for the printed body text of each article. The paragraphs of this column continue in small type, too fine to be read at this resolution; the lines below stand in for the printed body text of each article. The paragraphs of this column continue in small type, too fine to be read at this resolution; the lines below stand in for the printed body text of each article. The paragraphs of this column continue in small type, too fine to be read at this resolution; the lines below stand in for the printed body text of each article. The paragraphs of this column continue in small type, too fine to be read at this resolution; the lines below stand in for the printed body text of each article. The paragraphs of this column continue in small type, too fine to be read at this resolution; the lines below stand in for the printed body text of each article. The paragraphs of this column continue in small type, too fine to be read at this resolution; the lines below stand in for the printed body text of each article. The paragraphs of this column continue in small type, too fine to be read at this resolution; the lines below stand in for the printed body text of each article. The paragraphs of this column continue in small type, too fine to be read at this resolution; the lines below stand in for the printed body text of each article. The paragraphs of this column continue in small type, too fine to be read at this resolution; the lines below stand in for the printed body text of each article. The paragraphs of this column continue in small type, too fine to be read at this resolution; the lines below stand in for the printed body text of each article. The paragraphs of this column continue in small type, too fine to be read at this resolution; the lines below stand in for the printed body text of each article. The paragraphs of this column continue in small type, too fine to be read at this resolution; the lines below stand in for the printed body text of each article. The paragraphs of this column continue in small type, too fine to be read at this resolution; the lines below stand in for the printed body text of each article. The paragraphs of this column continue in small type, too fine to be read at this resolution; the lines below stand in for the printed body text of each article. The paragraphs of this column continue in small type, too fine to be read at this resolution; the lines below stand in for the printed body text of each article. The paragraphs of this column continue in small type, too fine to be read at this resolution; the lines below stand in for the printed body text of each article. The paragraphs of this column continue in small type, too fine to be read at this resolution; the lines below stand in for the printed body text of each article. The paragraphs of this column continue in small type, too fine to be read at this re — [138, 765, 253, 1254]
